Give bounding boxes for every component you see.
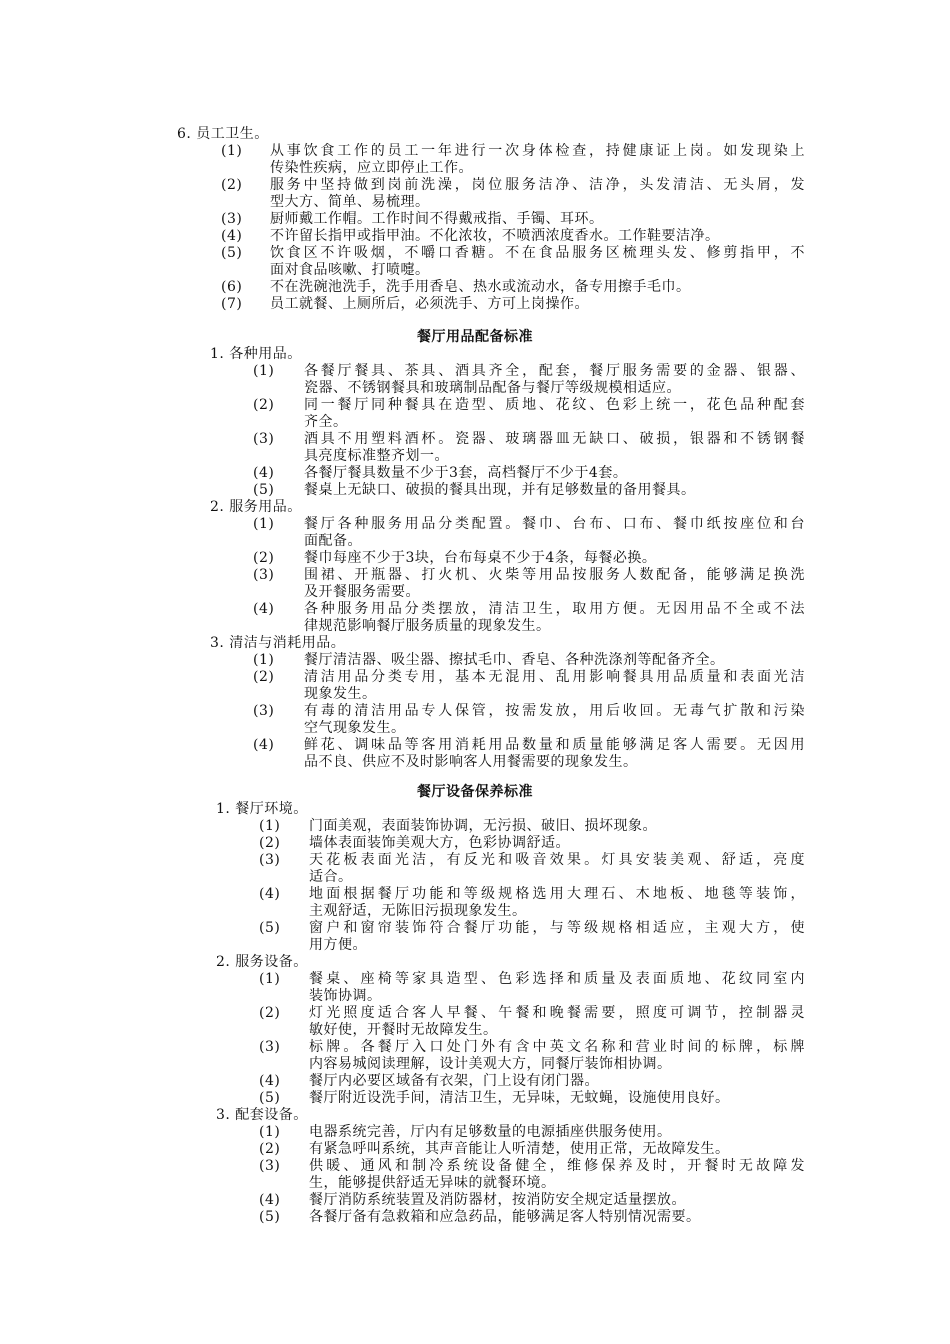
- group-header: 1. 各种用品。: [210, 346, 302, 362]
- item-number: (4): [259, 1073, 281, 1089]
- item-text: 及开餐服务需要。: [304, 584, 420, 600]
- item-number: (5): [259, 1090, 281, 1106]
- item-text: 各餐厅备有急救箱和应急药品，能够满足客人特别情况需要。: [309, 1209, 701, 1225]
- item-text: 敏好使，开餐时无故障发生。: [309, 1022, 498, 1038]
- item-text: 同一餐厅同种餐具在造型、质地、花纹、色彩上统一，花色品种配套: [304, 397, 805, 413]
- item-text: 内容易城阅读理解，设计美观大方，同餐厅装饰相协调。: [309, 1056, 672, 1072]
- item-text: 饮食区不许吸烟，不嚼口香糖。不在食品服务区梳理头发、修剪指甲，不: [270, 245, 805, 261]
- item-text: 餐厅内必要区域备有衣架，门上设有闭门器。: [309, 1073, 599, 1089]
- item-number: (2): [253, 397, 275, 413]
- item-text: 酒具不用塑料酒杯。瓷器、玻璃器皿无缺口、破损，银器和不锈钢餐: [304, 431, 805, 447]
- item-number: (2): [259, 1005, 281, 1021]
- item-number: (2): [259, 835, 281, 851]
- item-text: 各餐厅餐具、茶具、酒具齐全，配套，餐厅服务需要的金器、银器、: [304, 363, 805, 379]
- item-text: 餐桌上无缺口、破损的餐具出现，并有足够数量的备用餐具。: [304, 482, 696, 498]
- item-number: (5): [259, 920, 281, 936]
- item-number: (4): [259, 886, 281, 902]
- item-text: 电器系统完善，厅内有足够数量的电源插座供服务使用。: [309, 1124, 672, 1140]
- item-number: (4): [221, 228, 243, 244]
- item-text: 墙体表面装饰美观大方，色彩协调舒适。: [309, 835, 570, 851]
- item-number: (1): [221, 143, 243, 159]
- item-text: 餐厅各种服务用品分类配置。餐巾、台布、口布、餐巾纸按座位和台: [304, 516, 805, 532]
- item-number: (1): [253, 652, 275, 668]
- item-text: 有毒的清洁用品专人保管，按需发放，用后收回。无毒气扩散和污染: [304, 703, 805, 719]
- item-text: 不在洗碗池洗手，洗手用香皂、热水或流动水，备专用擦手毛巾。: [270, 279, 691, 295]
- item-number: (1): [253, 363, 275, 379]
- group-header: 3. 配套设备。: [216, 1107, 308, 1123]
- item-text: 传染性疾病，应立即停止工作。: [270, 160, 473, 176]
- item-number: (3): [259, 1039, 281, 1055]
- item-text: 律规范影响餐厅服务质量的现象发生。: [304, 618, 551, 634]
- item-number: (3): [253, 567, 275, 583]
- item-text: 厨师戴工作帽。工作时间不得戴戒指、手镯、耳环。: [270, 211, 604, 227]
- group-header: 2. 服务用品。: [210, 499, 302, 515]
- item-text: 门面美观，表面装饰协调，无污损、破旧、损坏现象。: [309, 818, 657, 834]
- item-text: 供暖、通风和制冷系统设备健全，维修保养及时，开餐时无故障发: [309, 1158, 805, 1174]
- group-header: 2. 服务设备。: [216, 954, 308, 970]
- item-text: 生，能够提供舒适无异味的就餐环境。: [309, 1175, 556, 1191]
- item-number: (3): [221, 211, 243, 227]
- item-text: 有紧急呼叫系统，其声音能让人听清楚，使用正常，无故障发生。: [309, 1141, 730, 1157]
- item-number: (3): [253, 431, 275, 447]
- item-number: (6): [221, 279, 243, 295]
- item-text: 餐厅清洁器、吸尘器、擦拭毛巾、香皂、各种洗涤剂等配备齐全。: [304, 652, 725, 668]
- item-number: (5): [253, 482, 275, 498]
- section-header: 6. 员工卫生。: [177, 126, 269, 142]
- item-number: (5): [259, 1209, 281, 1225]
- item-number: (1): [253, 516, 275, 532]
- item-number: (3): [259, 1158, 281, 1174]
- item-text: 主观舒适，无陈旧污损现象发生。: [309, 903, 527, 919]
- item-text: 适合。: [309, 869, 353, 885]
- item-number: (2): [259, 1141, 281, 1157]
- item-number: (5): [221, 245, 243, 261]
- item-number: (3): [253, 703, 275, 719]
- item-text: 餐厅附近设洗手间，清洁卫生，无异味，无蚊蝇，设施使用良好。: [309, 1090, 730, 1106]
- item-text: 天花板表面光洁，有反光和吸音效果。灯具安装美观、舒适，亮度: [309, 852, 805, 868]
- item-text: 现象发生。: [304, 686, 377, 702]
- item-text: 餐桌、座椅等家具造型、色彩选择和质量及表面质地、花纹同室内: [309, 971, 805, 987]
- item-text: 各种服务用品分类摆放，清洁卫生，取用方便。无因用品不全或不法: [304, 601, 805, 617]
- item-text: 品不良、供应不及时影响客人用餐需要的现象发生。: [304, 754, 638, 770]
- item-text: 用方便。: [309, 937, 367, 953]
- item-text: 餐厅消防系统装置及消防器材，按消防安全规定适量摆放。: [309, 1192, 686, 1208]
- item-text: 窗户和窗帘装饰符合餐厅功能，与等级规格相适应，主观大方，使: [309, 920, 805, 936]
- item-number: (1): [259, 818, 281, 834]
- item-number: (7): [221, 296, 243, 312]
- item-text: 地面根据餐厅功能和等级规格选用大理石、木地板、地毯等装饰，: [309, 886, 805, 902]
- item-number: (4): [253, 465, 275, 481]
- item-number: (2): [253, 669, 275, 685]
- item-text: 餐巾每座不少于3块，台布每桌不少于4条，每餐必换。: [304, 550, 657, 566]
- item-number: (1): [259, 1124, 281, 1140]
- item-text: 鲜花、调味品等客用消耗用品数量和质量能够满足客人需要。无因用: [304, 737, 805, 753]
- item-text: 不许留长指甲或指甲油。不化浓妆，不喷洒浓度香水。工作鞋要洁净。: [270, 228, 720, 244]
- item-number: (2): [253, 550, 275, 566]
- group-header: 3. 清洁与消耗用品。: [210, 635, 346, 651]
- item-number: (4): [259, 1192, 281, 1208]
- item-text: 型大方、简单、易梳理。: [270, 194, 430, 210]
- item-number: (2): [221, 177, 243, 193]
- item-text: 灯光照度适合客人早餐、午餐和晚餐需要，照度可调节，控制器灵: [309, 1005, 805, 1021]
- group-header: 1. 餐厅环境。: [216, 801, 308, 817]
- item-text: 从事饮食工作的员工一年进行一次身体检查，持健康证上岗。如发现染上: [270, 143, 805, 159]
- item-text: 标牌。各餐厅入口处门外有含中英文名称和营业时间的标牌，标牌: [309, 1039, 805, 1055]
- item-text: 瓷器、不锈钢餐具和玻璃制品配备与餐厅等级规模相适应。: [304, 380, 681, 396]
- item-number: (1): [259, 971, 281, 987]
- item-number: (4): [253, 601, 275, 617]
- section-title: 餐厅用品配备标准: [417, 329, 533, 345]
- item-text: 空气现象发生。: [304, 720, 406, 736]
- item-number: (4): [253, 737, 275, 753]
- item-text: 服务中坚持做到岗前洗澡，岗位服务洁净、洁净，头发清洁、无头屑，发: [270, 177, 805, 193]
- item-text: 齐全。: [304, 414, 348, 430]
- item-text: 具亮度标准整齐划一。: [304, 448, 449, 464]
- item-text: 面配备。: [304, 533, 362, 549]
- item-text: 装饰协调。: [309, 988, 382, 1004]
- item-text: 围裙、开瓶器、打火机、火柴等用品按服务人数配备，能够满足换洗: [304, 567, 805, 583]
- item-text: 面对食品咳嗽、打喷嚏。: [270, 262, 430, 278]
- item-text: 清洁用品分类专用，基本无混用、乱用影响餐具用品质量和表面光洁: [304, 669, 805, 685]
- item-number: (3): [259, 852, 281, 868]
- item-text: 员工就餐、上厕所后，必须洗手、方可上岗操作。: [270, 296, 589, 312]
- section-title: 餐厅设备保养标准: [417, 784, 533, 800]
- item-text: 各餐厅餐具数量不少于3套，高档餐厅不少于4套。: [304, 465, 628, 481]
